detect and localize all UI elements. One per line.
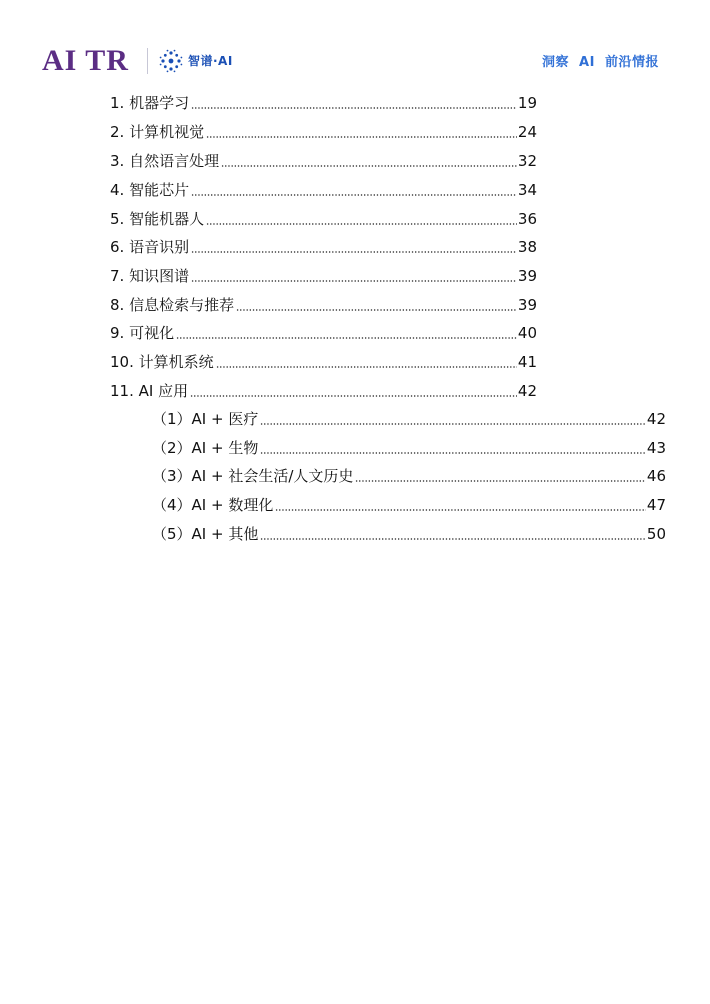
toc-entry-title: 3. 自然语言处理 bbox=[110, 152, 220, 170]
toc-entry-title: 7. 知识图谱 bbox=[110, 267, 190, 285]
toc-subentry-title: （3）AI + 社会生活/人文历史 bbox=[152, 467, 354, 485]
toc-page-number: 42 bbox=[517, 382, 537, 400]
toc-entry[interactable] bbox=[110, 380, 537, 402]
toc-dot-leader bbox=[206, 136, 517, 138]
toc-page-number: 39 bbox=[517, 296, 537, 314]
toc-dot-leader bbox=[355, 480, 646, 482]
toc-page-number: 43 bbox=[646, 439, 666, 457]
toc-entry[interactable] bbox=[110, 150, 537, 172]
toc-subentry-title: （1）AI + 医疗 bbox=[152, 410, 259, 428]
page-header bbox=[0, 0, 710, 90]
toc-page-number: 41 bbox=[517, 353, 537, 371]
toc-page-number: 32 bbox=[517, 152, 537, 170]
toc-dot-leader bbox=[260, 538, 646, 540]
toc-entry-title: 11. AI 应用 bbox=[110, 382, 189, 400]
header-divider bbox=[147, 48, 148, 74]
toc-subentry-title: （5）AI + 其他 bbox=[152, 525, 259, 543]
toc-entry[interactable] bbox=[110, 236, 537, 258]
toc-dot-leader bbox=[275, 509, 646, 511]
toc-dot-leader bbox=[216, 366, 517, 368]
toc-dot-leader bbox=[176, 337, 517, 339]
toc-subentry[interactable] bbox=[152, 494, 666, 516]
toc-page-number: 24 bbox=[517, 123, 537, 141]
toc-subentry-title: （4）AI + 数理化 bbox=[152, 496, 274, 514]
toc-entry-title: 2. 计算机视觉 bbox=[110, 123, 205, 141]
toc-page-number: 50 bbox=[646, 525, 666, 543]
toc-entry-title: 10. 计算机系统 bbox=[110, 353, 214, 371]
toc-entry-title: 9. 可视化 bbox=[110, 324, 175, 342]
toc-subentry[interactable] bbox=[152, 437, 666, 459]
toc-page-number: 47 bbox=[646, 496, 666, 514]
toc-subentry[interactable] bbox=[152, 408, 666, 430]
toc-entry[interactable] bbox=[110, 265, 537, 287]
toc-dot-leader bbox=[191, 107, 517, 109]
toc-subentry[interactable] bbox=[152, 465, 666, 487]
toc-dot-leader bbox=[260, 452, 646, 454]
toc-entry[interactable] bbox=[110, 208, 537, 230]
toc-entry-title: 5. 智能机器人 bbox=[110, 210, 205, 228]
toc-page-number: 19 bbox=[517, 94, 537, 112]
toc-subentry[interactable] bbox=[152, 523, 666, 545]
toc-page-number: 36 bbox=[517, 210, 537, 228]
toc-entry[interactable] bbox=[110, 294, 537, 316]
toc-dot-leader bbox=[236, 309, 517, 311]
toc-page-number: 39 bbox=[517, 267, 537, 285]
toc-entry-title: 8. 信息检索与推荐 bbox=[110, 296, 235, 314]
toc-dot-leader bbox=[191, 280, 517, 282]
toc-entry-title: 6. 语音识别 bbox=[110, 238, 190, 256]
header-tagline: 洞察 AI 前沿情报 bbox=[541, 55, 659, 70]
toc-entry[interactable] bbox=[110, 322, 537, 344]
toc-entry[interactable] bbox=[110, 121, 537, 143]
toc-entry[interactable] bbox=[110, 179, 537, 201]
toc-dot-leader bbox=[190, 395, 517, 397]
partner-name: 智谱·AI bbox=[188, 54, 233, 68]
toc-page-number: 34 bbox=[517, 181, 537, 199]
toc-entry-title: 1. 机器学习 bbox=[110, 94, 190, 112]
toc-dot-leader bbox=[206, 223, 517, 225]
toc-subentry-title: （2）AI + 生物 bbox=[152, 439, 259, 457]
toc-dot-leader bbox=[191, 194, 517, 196]
toc-page-number: 46 bbox=[646, 467, 666, 485]
toc-dot-leader bbox=[191, 251, 517, 253]
toc-entry[interactable] bbox=[110, 92, 537, 114]
toc-page-number: 38 bbox=[517, 238, 537, 256]
toc-dot-leader bbox=[260, 423, 646, 425]
toc-page-number: 40 bbox=[517, 324, 537, 342]
zhipu-logo-icon bbox=[159, 49, 183, 73]
toc-page-number: 42 bbox=[646, 410, 666, 428]
brand-logo: AI TR bbox=[42, 44, 129, 77]
toc-entry-title: 4. 智能芯片 bbox=[110, 181, 190, 199]
toc-entry[interactable] bbox=[110, 351, 537, 373]
toc-dot-leader bbox=[221, 165, 517, 167]
